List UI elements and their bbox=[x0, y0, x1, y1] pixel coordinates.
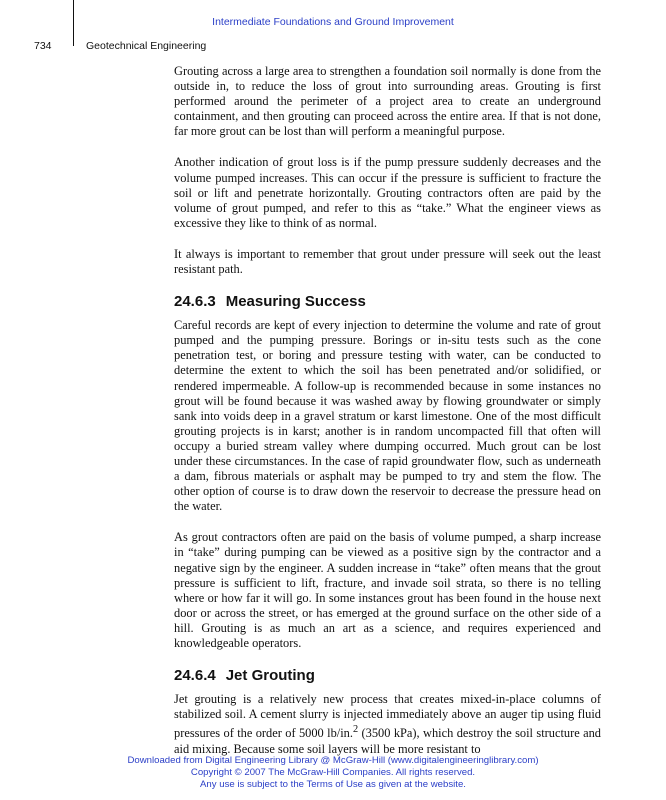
section-title: Measuring Success bbox=[225, 293, 366, 311]
paragraph-text: (3500 kPa), which destroy the soil structure and aid mixing. Because some soil layers will be more resistant to bbox=[174, 726, 601, 756]
paragraph: As grout contractors often are paid on the basis of volume pumped, a sharp increase in “take” during pumping can be viewed as a positive sign by the contractor and a negative sign by the engineer. A sudden increase in “take” often means that the grout pressure is sufficient to lift, fracture, and invade soil strata, so there is no telling where or how far it will go. In some instances grout has been found in the house next door or across the street, or has emerged at the ground surface on the other side of a hill. Grouting is as much an art as a science, and requires experienced and knowledgeable operators. bbox=[174, 530, 601, 650]
footer-copyright: Copyright © 2007 The McGraw-Hill Companies. All rights reserved. bbox=[190, 767, 476, 779]
top-link[interactable]: Intermediate Foundations and Ground Improvement bbox=[212, 16, 454, 28]
section-heading bbox=[174, 293, 601, 310]
section-number: 24.6.4 bbox=[174, 667, 216, 685]
section-title: Jet Grouting bbox=[225, 667, 315, 685]
paragraph: It always is important to remember that grout under pressure will seek out the least resistant path. bbox=[174, 246, 601, 277]
footer-terms-link[interactable]: Any use is subject to the Terms of Use as given at the website. bbox=[200, 779, 466, 791]
superscript: 2 bbox=[352, 724, 359, 736]
paragraph: Grouting across a large area to strengthen a foundation soil normally is done from the outside in, to reduce the loss of grout into surrounding areas. Grouting is first performed around the perimeter of a project area to create an underground containment, and then grouting can proceed across the entire area. If that is not done, far more grout can be lost than will perform a meaningful purpose. bbox=[174, 64, 601, 139]
section-number: 24.6.3 bbox=[174, 293, 216, 311]
paragraph: Another indication of grout loss is if the pump pressure suddenly decreases and the volume pumped increases. This can occur if the pressure is sufficient to fracture the soil or lift and penetrate horizontally. Grouting contractors often are paid by the volume of grout pumped, and refer to this as “take.” What the engineer views as excessive they like to think of as normal. bbox=[174, 155, 601, 230]
page-body bbox=[174, 64, 601, 757]
paragraph bbox=[174, 692, 601, 757]
running-head: Geotechnical Engineering bbox=[86, 40, 207, 52]
paragraph-text: Jet grouting is a relatively new process that creates mixed-in-place columns of stabilized soil. A cement slurry is injected immediately above an auger tip using fluid pressures of the order of 5000 lb/in. bbox=[174, 692, 601, 741]
page-number: 734 bbox=[34, 40, 52, 52]
footer-download-link[interactable]: Downloaded from Digital Engineering Library @ McGraw-Hill (www.digitalengineeringlibrary.com) bbox=[127, 755, 539, 766]
section-heading bbox=[174, 667, 601, 684]
paragraph: Careful records are kept of every injection to determine the volume and rate of grout pumped and the pumping pressure. Borings or in-situ tests such as the cone penetration test, or boring and pressure testing with water, can be conducted to determine the extent to which the soil has been penetrated and/or solidified, or rendered impermeable. A follow-up is recommended because in some instances no grout will be found because it was washed away by flowing groundwater or simply sank into voids deep in a gravel stratum or karst limestone. One of the most difficult grouting projects is in karst; another is in random uncompacted fill that often will occupy a buried stream valley where dumping occurred. Much grout can be lost under these circumstances. In the case of rapid groundwater flow, such as underneath a dam, fibrous materials or asphalt may be pumped to try and stem the flow. The other option of course is to draw down the reservoir to decrease the pressure head on the water. bbox=[174, 318, 601, 514]
footer bbox=[0, 755, 666, 792]
header-divider bbox=[73, 0, 74, 46]
